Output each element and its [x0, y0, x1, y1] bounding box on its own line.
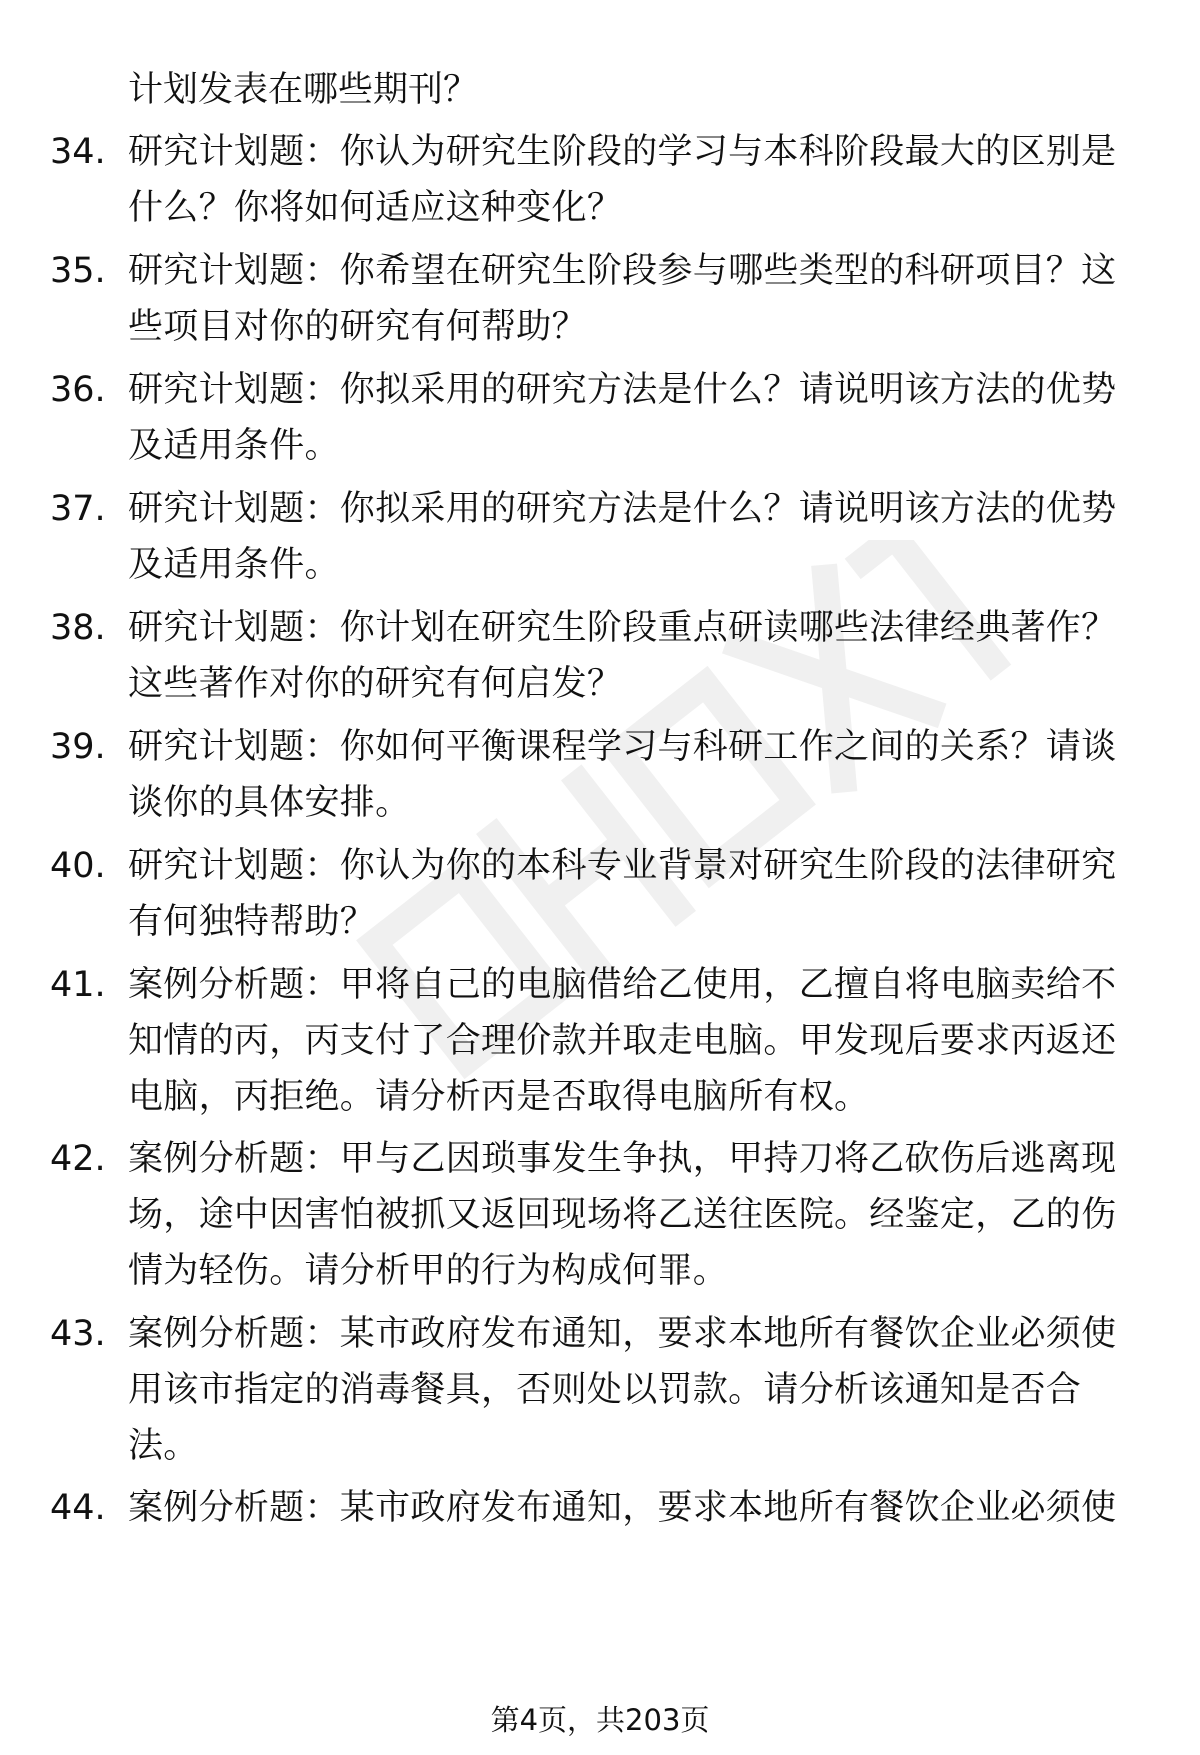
question-item [50, 719, 1150, 831]
question-text: 案例分析题：甲将自己的电脑借给乙使用，乙擅自将电脑卖给不知情的丙，丙支付了合理价款并取走电脑。甲发现后要求丙返还电脑，丙拒绝。请分析丙是否取得电脑所有权。 [128, 965, 1117, 1117]
question-text: 研究计划题：你拟采用的研究方法是什么？请说明该方法的优势及适用条件。 [128, 370, 1117, 466]
question-item [50, 838, 1150, 950]
question-text: 案例分析题：某市政府发布通知，要求本地所有餐饮企业必须使 [128, 1488, 1117, 1528]
question-number: 36. [50, 370, 106, 410]
question-number: 35. [50, 251, 106, 291]
question-number: 43. [50, 1314, 106, 1354]
page-footer: 第4页，共203页 [490, 1703, 710, 1737]
continued-question-text: 计划发表在哪些期刊？ [128, 70, 479, 110]
question-text: 案例分析题：甲与乙因琐事发生争执，甲持刀将乙砍伤后逃离现场，途中因害怕被抓又返回现场将乙送往医院。经鉴定，乙的伤情为轻伤。请分析甲的行为构成何罪。 [128, 1139, 1117, 1291]
question-item [50, 1306, 1150, 1474]
question-text: 研究计划题：你拟采用的研究方法是什么？请说明该方法的优势及适用条件。 [128, 489, 1117, 585]
question-number: 41. [50, 965, 106, 1005]
question-text: 案例分析题：某市政府发布通知，要求本地所有餐饮企业必须使用该市指定的消毒餐具，否则处以罚款。请分析该通知是否合法。 [128, 1314, 1117, 1466]
question-number: 42. [50, 1139, 106, 1179]
question-number: 44. [50, 1488, 106, 1528]
question-item [50, 1480, 1150, 1536]
question-number: 34. [50, 132, 106, 172]
question-number: 37. [50, 489, 106, 529]
question-text: 研究计划题：你如何平衡课程学习与科研工作之间的关系？请谈谈你的具体安排。 [128, 727, 1117, 823]
question-item [50, 481, 1150, 593]
question-text: 研究计划题：你计划在研究生阶段重点研读哪些法律经典著作？这些著作对你的研究有何启发？ [128, 608, 1117, 704]
question-text: 研究计划题：你认为你的本科专业背景对研究生阶段的法律研究有何独特帮助？ [128, 846, 1117, 942]
question-item [50, 957, 1150, 1125]
question-item [50, 600, 1150, 712]
question-text: 研究计划题：你认为研究生阶段的学习与本科阶段最大的区别是什么？你将如何适应这种变化？ [128, 132, 1117, 228]
question-text: 研究计划题：你希望在研究生阶段参与哪些类型的科研项目？这些项目对你的研究有何帮助？ [128, 251, 1117, 347]
question-item [50, 124, 1150, 236]
question-item [50, 362, 1150, 474]
question-number: 39. [50, 727, 106, 767]
question-item [50, 243, 1150, 355]
question-number: 40. [50, 846, 106, 886]
question-number: 38. [50, 608, 106, 648]
question-item [50, 1131, 1150, 1299]
